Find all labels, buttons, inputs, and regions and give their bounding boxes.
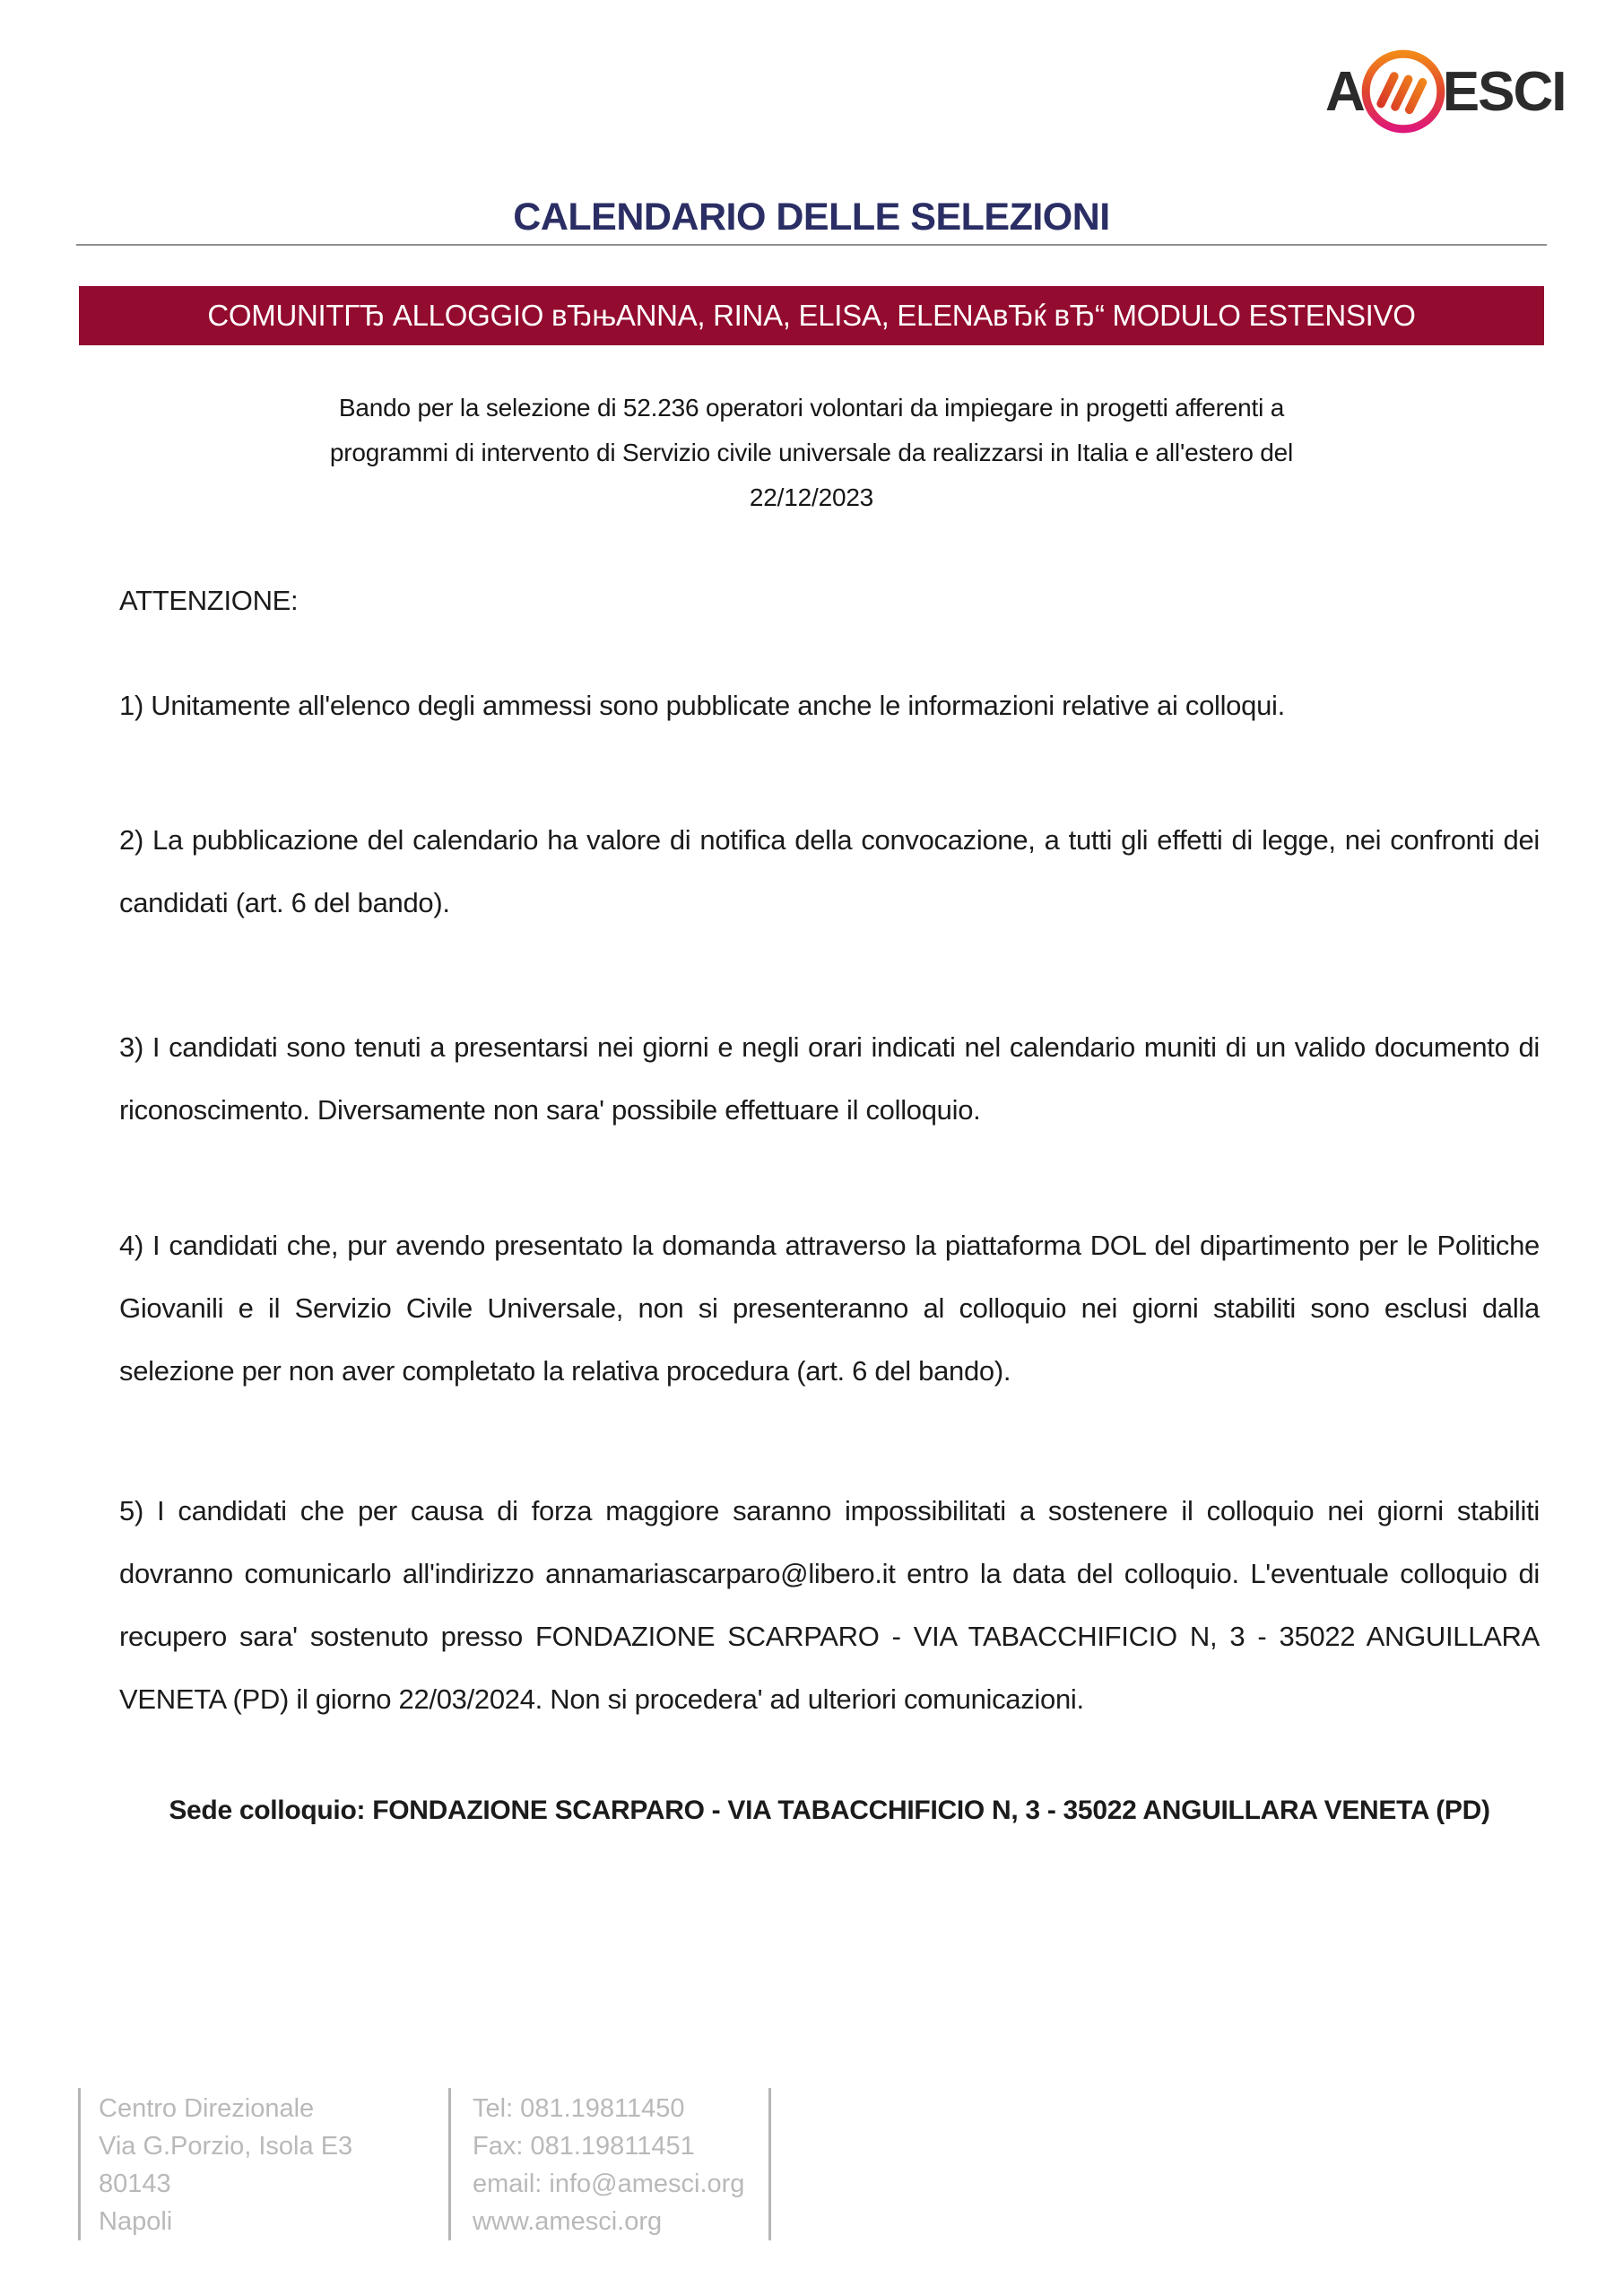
logo-ring-m-icon [1357, 45, 1450, 138]
footer-email: email: info@amesci.org [473, 2170, 745, 2198]
footer-address [78, 2088, 439, 2240]
logo-letters-esci: ESCI [1442, 60, 1566, 123]
bando-description-line: programmi di intervento di Servizio civile universale da realizzarsi in Italia e all'estero del [329, 439, 1294, 466]
footer-address-line: Napoli [99, 2207, 173, 2236]
footer-fax: Fax: 081.19811451 [473, 2132, 695, 2161]
note-paragraph-3: 3) I candidati sono tenuti a presentarsi nei giorni e negli orari indicati nel calendario muniti di un valido documento di riconoscimento. Diversamente non sara' possibile effettuare il colloquio. [119, 1031, 1540, 1126]
attention-label: ATTENZIONE: [119, 585, 299, 616]
bando-description-line: 22/12/2023 [749, 483, 874, 511]
note-paragraph-4: 4) I candidati che, pur avendo presentato la domanda attraverso la piattaforma DOL del dipartimento per le Politiche Giovanili e il Servizio Civile Universale, non si presenteranno al colloquio nei giorni stabiliti sono esclusi dalla selezione per non aver completato la relativa procedura (art. 6 del bando). [119, 1230, 1540, 1387]
note-paragraph-2: 2) La pubblicazione del calendario ha valore di notifica della convocazione, a tutti gli effetti di legge, nei confronti dei candidati (art. 6 del bando). [119, 824, 1540, 918]
title-divider [76, 244, 1547, 246]
footer-website: www.amesci.org [473, 2207, 663, 2236]
footer-phone: Tel: 081.19811450 [473, 2094, 685, 2123]
project-banner: COMUNITГЂ ALLOGGIO вЂњANNA, RINA, ELISA, ELENAвЂќ вЂ“ MODULO ESTENSIVO [79, 286, 1544, 345]
logo-letter-a: A [1325, 60, 1364, 123]
sede-colloquio-line: Sede colloquio: FONDAZIONE SCARPARO - VIA TABACCHIFICIO N, 3 - 35022 ANGUILLARA VENETA (PD) [169, 1796, 1490, 1825]
bando-description [0, 386, 1623, 520]
footer-address-line: 80143 [99, 2170, 171, 2198]
footer-address-line: Centro Direzionale [99, 2094, 315, 2123]
note-paragraph-1: 1) Unitamente all'elenco degli ammessi sono pubblicate anche le informazioni relative ai colloqui. [119, 690, 1285, 721]
footer-address-line: Via G.Porzio, Isola E3 [99, 2132, 353, 2161]
note-paragraph-5: 5) I candidati che per causa di forza maggiore saranno impossibilitati a sostenere il colloquio nei giorni stabiliti dovranno comunicarlo all'indirizzo annamariascarparo@libero.it entro la data del colloquio. L'eventuale colloquio di recupero sara' sostenuto presso FONDAZIONE SCARPARO - VIA TABACCHIFICIO N, 3 - 35022 ANGUILLARA VENETA (PD) il giorno 22/03/2024. Non si procedera' ad ulteriori comunicazioni. [119, 1495, 1540, 1715]
amesci-logo [1325, 34, 1566, 149]
bando-description-line: Bando per la selezione di 52.236 operatori volontari da impiegare in progetti afferenti a [338, 394, 1285, 422]
page-title: CALENDARIO DELLE SELEZIONI [513, 196, 1110, 239]
footer-contacts [448, 2088, 771, 2240]
